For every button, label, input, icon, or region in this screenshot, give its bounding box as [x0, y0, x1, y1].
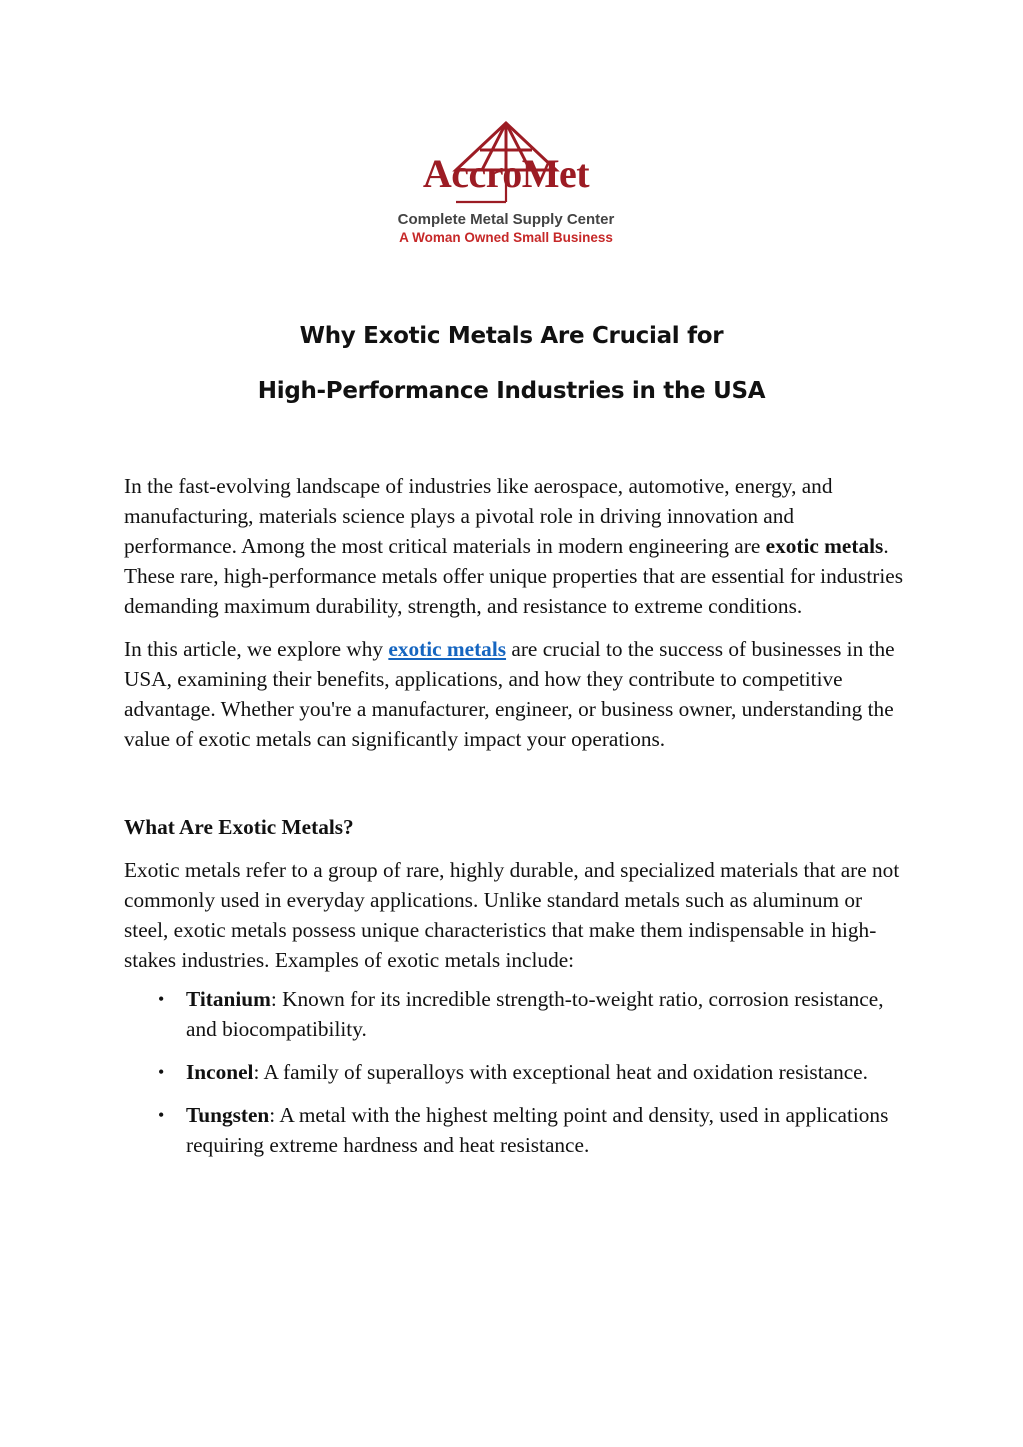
- bullet-icon: •: [158, 1062, 165, 1082]
- bullet-icon: •: [158, 989, 165, 1009]
- exotic-metals-list: [124, 984, 904, 1160]
- intro-text: are crucial to the success of businesses in the USA, examining their benefits, applications, and how they contribute to competitive advantage. Whether you're a manufacturer, engineer, or business owner, understanding the value of exotic metals can significantly impact your operations.: [124, 637, 895, 751]
- list-item-term: Tungsten: [186, 1103, 270, 1127]
- exotic-metals-link[interactable]: exotic metals: [388, 637, 507, 661]
- article-body: [124, 471, 904, 1173]
- list-item: [124, 984, 904, 1044]
- bullet-icon: •: [158, 1105, 165, 1125]
- bold-term: exotic metals: [765, 534, 884, 558]
- intro-paragraph-1: [124, 471, 904, 621]
- list-item-term: Inconel: [186, 1060, 254, 1084]
- intro-text: In the fast-evolving landscape of industries like aerospace, automotive, energy, and manufacturing, materials science plays a pivotal role in driving innovation and performance. Among the most critical materials in modern engineering are: [124, 474, 833, 558]
- logo-subtagline: A Woman Owned Small Business: [399, 230, 613, 245]
- intro-text: In this article, we explore why: [124, 637, 389, 661]
- page-title-line-2: High-Performance Industries in the USA: [257, 378, 766, 404]
- intro-text: . These rare, high-performance metals offer unique properties that are essential for industries demanding maximum durability, strength, and resistance to extreme conditions.: [124, 534, 904, 618]
- logo-tagline: Complete Metal Supply Center: [397, 211, 615, 228]
- list-item-desc: : Known for its incredible strength-to-weight ratio, corrosion resistance, and biocompatibility.: [186, 987, 884, 1041]
- list-item-desc: : A metal with the highest melting point and density, used in applications requiring extreme hardness and heat resistance.: [186, 1103, 889, 1157]
- page-title-line-1: Why Exotic Metals Are Crucial for: [299, 323, 724, 349]
- logo-wordmark: AccroMet: [422, 151, 590, 196]
- section-heading: What Are Exotic Metals?: [124, 815, 354, 839]
- list-item-desc: : A family of superalloys with exceptional heat and oxidation resistance.: [253, 1060, 868, 1084]
- list-item: [124, 1100, 904, 1160]
- section-paragraph: Exotic metals refer to a group of rare, highly durable, and specialized materials that are not commonly used in everyday applications. Unlike standard metals such as aluminum or steel, exotic metals possess unique characteristics that make them indispensable in high-stakes industries. Examples of exotic metals include:: [124, 858, 900, 972]
- list-item-term: Titanium: [186, 987, 271, 1011]
- company-logo: [370, 118, 642, 254]
- intro-paragraph-2: [124, 634, 904, 754]
- list-item: [124, 1057, 904, 1087]
